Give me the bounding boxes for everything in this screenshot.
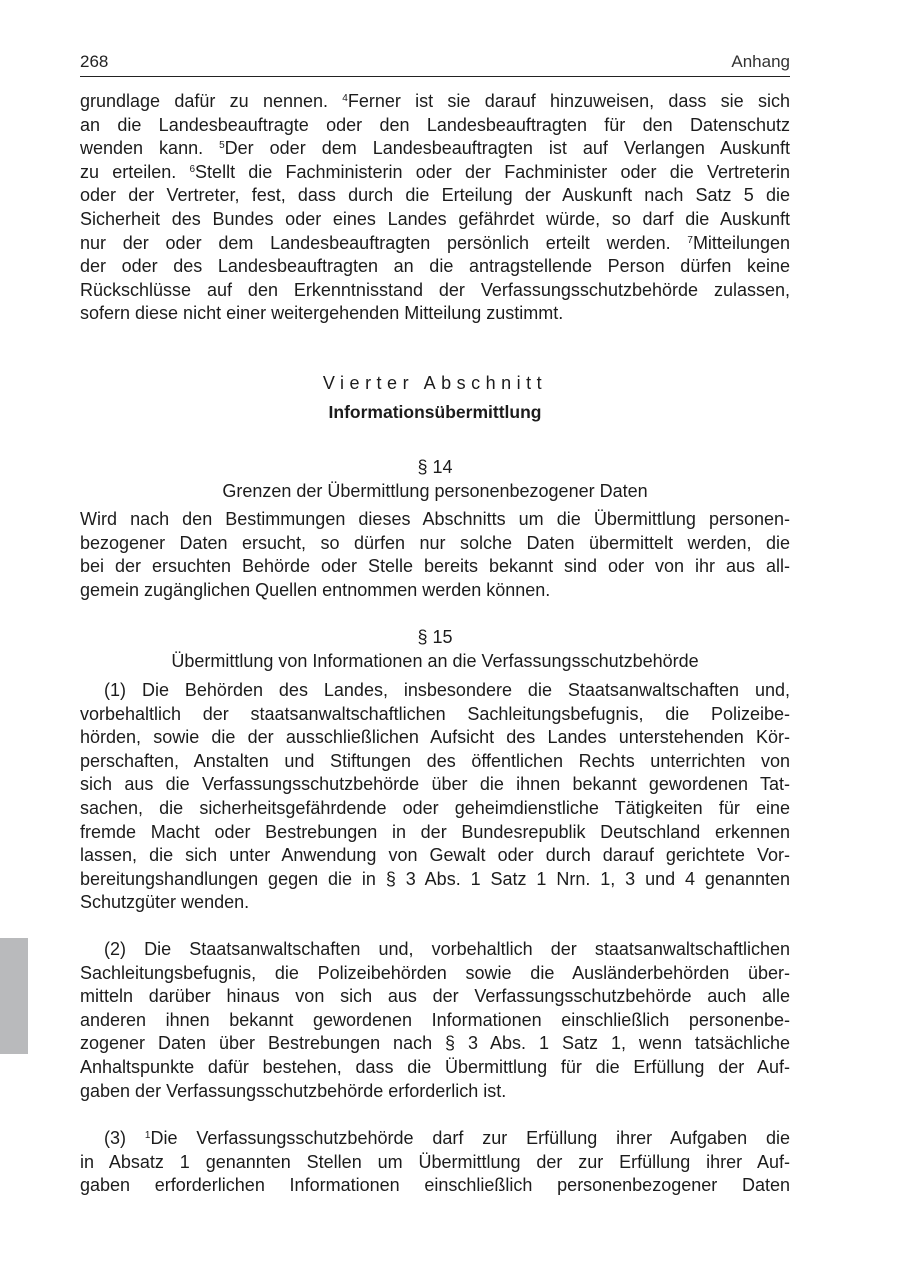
text-line: gemein zugänglichen Quellen entnommen werden können.	[80, 579, 551, 600]
text-line: lassen, die sich unter Anwendung von Gewalt oder durch darauf gerichtete Vor-	[80, 845, 790, 866]
page-number: 268	[80, 52, 109, 71]
running-header	[80, 52, 790, 77]
section-15-paragraph-1	[80, 679, 790, 915]
text-line: fremde Macht oder Bestrebungen in der Bundesrepublik Deutschland erkennen	[80, 821, 790, 842]
text-line: sachen, die sicherheitsgefährdende oder geheimdienstliche Tätigkeiten für eine	[80, 797, 790, 818]
section-title: Übermittlung von Informationen an die Verfassungsschutzbehörde	[171, 651, 699, 671]
text-line: sofern diese nicht einer weitergehenden Mitteilung zustimmt.	[80, 303, 564, 324]
continuation-paragraph	[80, 90, 790, 326]
text-line: Schutzgüter wenden.	[80, 892, 250, 913]
text-line: wenden kann. $^5$Der oder dem Landesbeauftragten ist auf Verlangen Auskunft	[80, 138, 790, 159]
text-line: (1) Die Behörden des Landes, insbesondere die Staatsanwaltschaften und,	[104, 680, 790, 700]
text-line: gaben erforderlichen Informationen einschließlich personenbezogener Daten	[80, 1175, 790, 1196]
section-number: § 14	[417, 457, 453, 477]
text-line: vorbehaltlich der staatsanwaltschaftlichen Sachleitungsbefugnis, die Polizeibe-	[80, 703, 790, 724]
text-line: der oder des Landesbeauftragten an die antragstellende Person dürfen keine	[80, 256, 790, 277]
chapter-label: Vierter Abschnitt	[322, 373, 548, 393]
text-line: sich aus die Verfassungsschutzbehörde über die ihnen bekannt gewordenen Tat-	[80, 774, 790, 795]
text-line: (3) $^1$Die Verfassungsschutzbehörde darf zur Erfüllung ihrer Aufgaben die	[104, 1128, 790, 1148]
text-line: Sachleitungsbefugnis, die Polizeibehörden sowie die Ausländerbehörden über-	[80, 962, 790, 983]
section-title: Grenzen der Übermittlung personenbezogener Daten	[222, 481, 648, 501]
section-14-paragraph	[80, 508, 790, 602]
text-line: bezogener Daten ersucht, so dürfen nur solche Daten übermittelt werden, die	[80, 532, 790, 553]
text-line: Anhaltspunkte dafür bestehen, dass die Übermittlung für die Erfüllung der Auf-	[80, 1056, 790, 1077]
text-line: nur der oder dem Landesbeauftragten persönlich erteilt werden. $^7$Mitteilungen	[80, 232, 790, 253]
text-line: Rückschlüsse auf den Erkenntnisstand der Verfassungsschutzbehörde zulassen,	[80, 279, 790, 300]
text-line: grundlage dafür zu nennen. $^4$Ferner ist sie darauf hinzuweisen, dass sie sich	[80, 91, 790, 111]
chapter-title: Informationsübermittlung	[328, 402, 542, 422]
text-line: Sicherheit des Bundes oder eines Landes gefährdet würde, so darf die Auskunft	[80, 208, 790, 229]
text-line: (2) Die Staatsanwaltschaften und, vorbehaltlich der staatsanwaltschaftlichen	[104, 939, 790, 959]
text-line: gaben der Verfassungsschutzbehörde erforderlich ist.	[80, 1080, 507, 1101]
text-line: zu erteilen. $^6$Stellt die Fachministerin oder der Fachminister oder die Vertreterin	[80, 161, 790, 182]
text-line: bei der ersuchten Behörde oder Stelle bereits bekannt sind oder von ihr aus all-	[80, 556, 790, 577]
text-line: Wird nach den Bestimmungen dieses Abschnitts um die Übermittlung personen-	[80, 509, 790, 529]
text-line: zogener Daten über Bestrebungen nach § 3 Abs. 1 Satz 1, wenn tatsächliche	[80, 1033, 790, 1054]
text-line: in Absatz 1 genannten Stellen um Übermittlung der zur Erfüllung ihrer Auf-	[80, 1151, 790, 1172]
section-15-paragraph-2	[80, 938, 790, 1103]
thumb-index-tab	[0, 938, 28, 1054]
running-section-title: Anhang	[731, 52, 790, 71]
text-line: perschaften, Anstalten und Stiftungen des öffentlichen Rechts unterrichten von	[80, 750, 790, 771]
section-number: § 15	[417, 627, 453, 647]
text-line: hörden, sowie die der ausschließlichen Aufsicht des Landes unterstehenden Kör-	[80, 727, 790, 748]
text-line: oder der Vertreter, fest, dass durch die Erteilung der Auskunft nach Satz 5 die	[80, 185, 790, 206]
text-line: an die Landesbeauftragte oder den Landesbeauftragten für den Datenschutz	[80, 114, 790, 135]
text-line: mitteln darüber hinaus von sich aus der Verfassungsschutzbehörde auch alle	[80, 986, 790, 1007]
section-15-paragraph-3	[80, 1127, 790, 1198]
text-line: anderen ihnen bekannt gewordenen Informationen einschließlich personenbe-	[80, 1009, 790, 1030]
text-line: bereitungshandlungen gegen die in § 3 Abs. 1 Satz 1 Nrn. 1, 3 und 4 genannten	[80, 868, 790, 889]
